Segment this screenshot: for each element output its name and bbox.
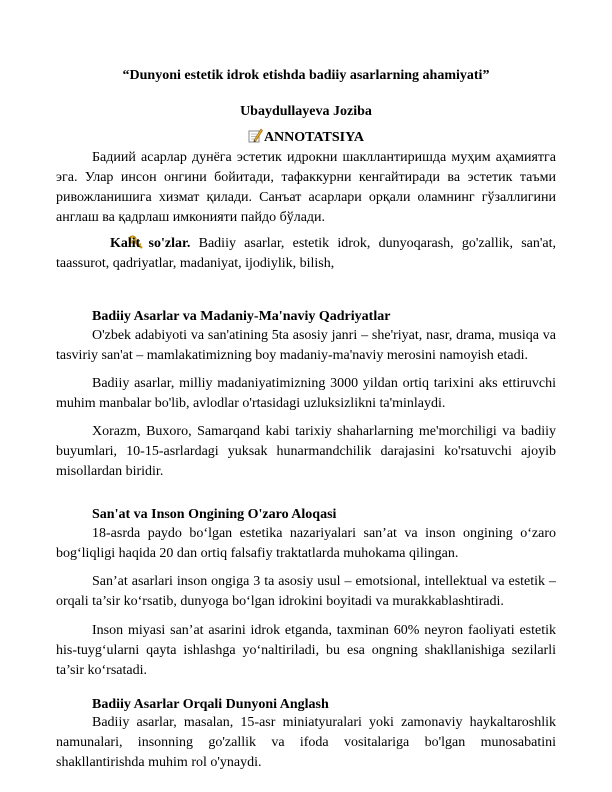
annotation-heading-row <box>0 128 612 146</box>
section-paragraph: Inson miyasi san’at asarini idrok etganda, taxminan 60% neyron faoliyati estetik his-tuyg‘ularni qayta ishlashga yo‘naltiriladi, bu esa ongning shakllanishiga sezilarli ta’sir ko‘rsatadi. <box>56 623 556 678</box>
section-heading: Badiiy Asarlar Orqali Dunyoni Anglash <box>92 697 329 712</box>
section-paragraph: San’at asarlari inson ongiga 3 ta asosiy usul – emotsional, intellektual va estetik – orqali ta’sir ko‘rsatib, dunyoga bo‘lgan idrokini boyitadi va murakkablashtiradi. <box>56 574 556 609</box>
keywords-label: Kalit so'zlar. <box>110 236 191 251</box>
section-heading: Badiiy Asarlar va Madaniy-Ma'naviy Qadriyatlar <box>92 309 391 324</box>
section-heading: San'at va Inson Ongining O'zaro Aloqasi <box>92 507 337 522</box>
document-title: “Dunyoni estetik idrok etishda badiiy asarlarning ahamiyati” <box>122 68 490 83</box>
annotation-heading: ANNOTATSIYA <box>263 130 365 145</box>
section-paragraph: O'zbek adabiyoti va san'atining 5ta asosiy janri – she'riyat, nasr, drama, musiqa va tasviriy san'at – mamlakatimizning boy madaniy-ma'naviy merosini namoyish etadi. <box>56 328 556 363</box>
document-author: Ubaydullayeva Joziba <box>240 104 372 119</box>
key-icon <box>92 235 108 249</box>
section-paragraph: Badiiy asarlar, masalan, 15-asr miniatyuralari yoki zamonaviy haykaltaroshlik namunalari, insonning go'zallik va ifoda vositalariga bo'lgan munosabatini shakllantirishda muhim rol o'ynaydi. <box>56 715 556 770</box>
section-paragraph: 18-asrda paydo bo‘lgan estetika nazariyalari san’at va inson ongining o‘zaro bog‘liqligi haqida 20 dan ortiq falsafiy traktatlarda muhokama qilingan. <box>56 526 556 561</box>
section-paragraph: Badiiy asarlar, milliy madaniyatimizning 3000 yildan ortiq tarixini aks ettiruvchi muhim manbalar bo'lib, avlodlar o'rtasidagi uzluksizlikni ta'minlaydi. <box>56 376 556 411</box>
annotation-text: Бадиий асарлар дунёга эстетик идрокни шакллантиришда муҳим аҳамиятга эга. Улар инсон онгини бойитади, тафаккурни кенгайтиради ва эстетик таъми ривожланишига хизмат қилади. Санъат асарлари орқали оламнинг гўзаллигини англаш ва қадрлаш имконияти пайдо бўлади. <box>56 150 556 225</box>
keywords-paragraph <box>56 234 556 274</box>
section-paragraph: Xorazm, Buxoro, Samarqand kabi tarixiy shaharlarning me'morchiligi va badiiy buyumlari, 10-15-asrlardagi yuksak hunarmandchilik darajasini ko'rsatuvchi ajoyib misollardan biridir. <box>56 424 556 479</box>
memo-icon <box>248 128 263 143</box>
keywords-text: Badiiy asarlar, estetik idrok, dunyoqarash, go'zallik, san'at, taassurot, qadriyatlar, madaniyat, ijodiylik, bilish, <box>56 236 557 271</box>
